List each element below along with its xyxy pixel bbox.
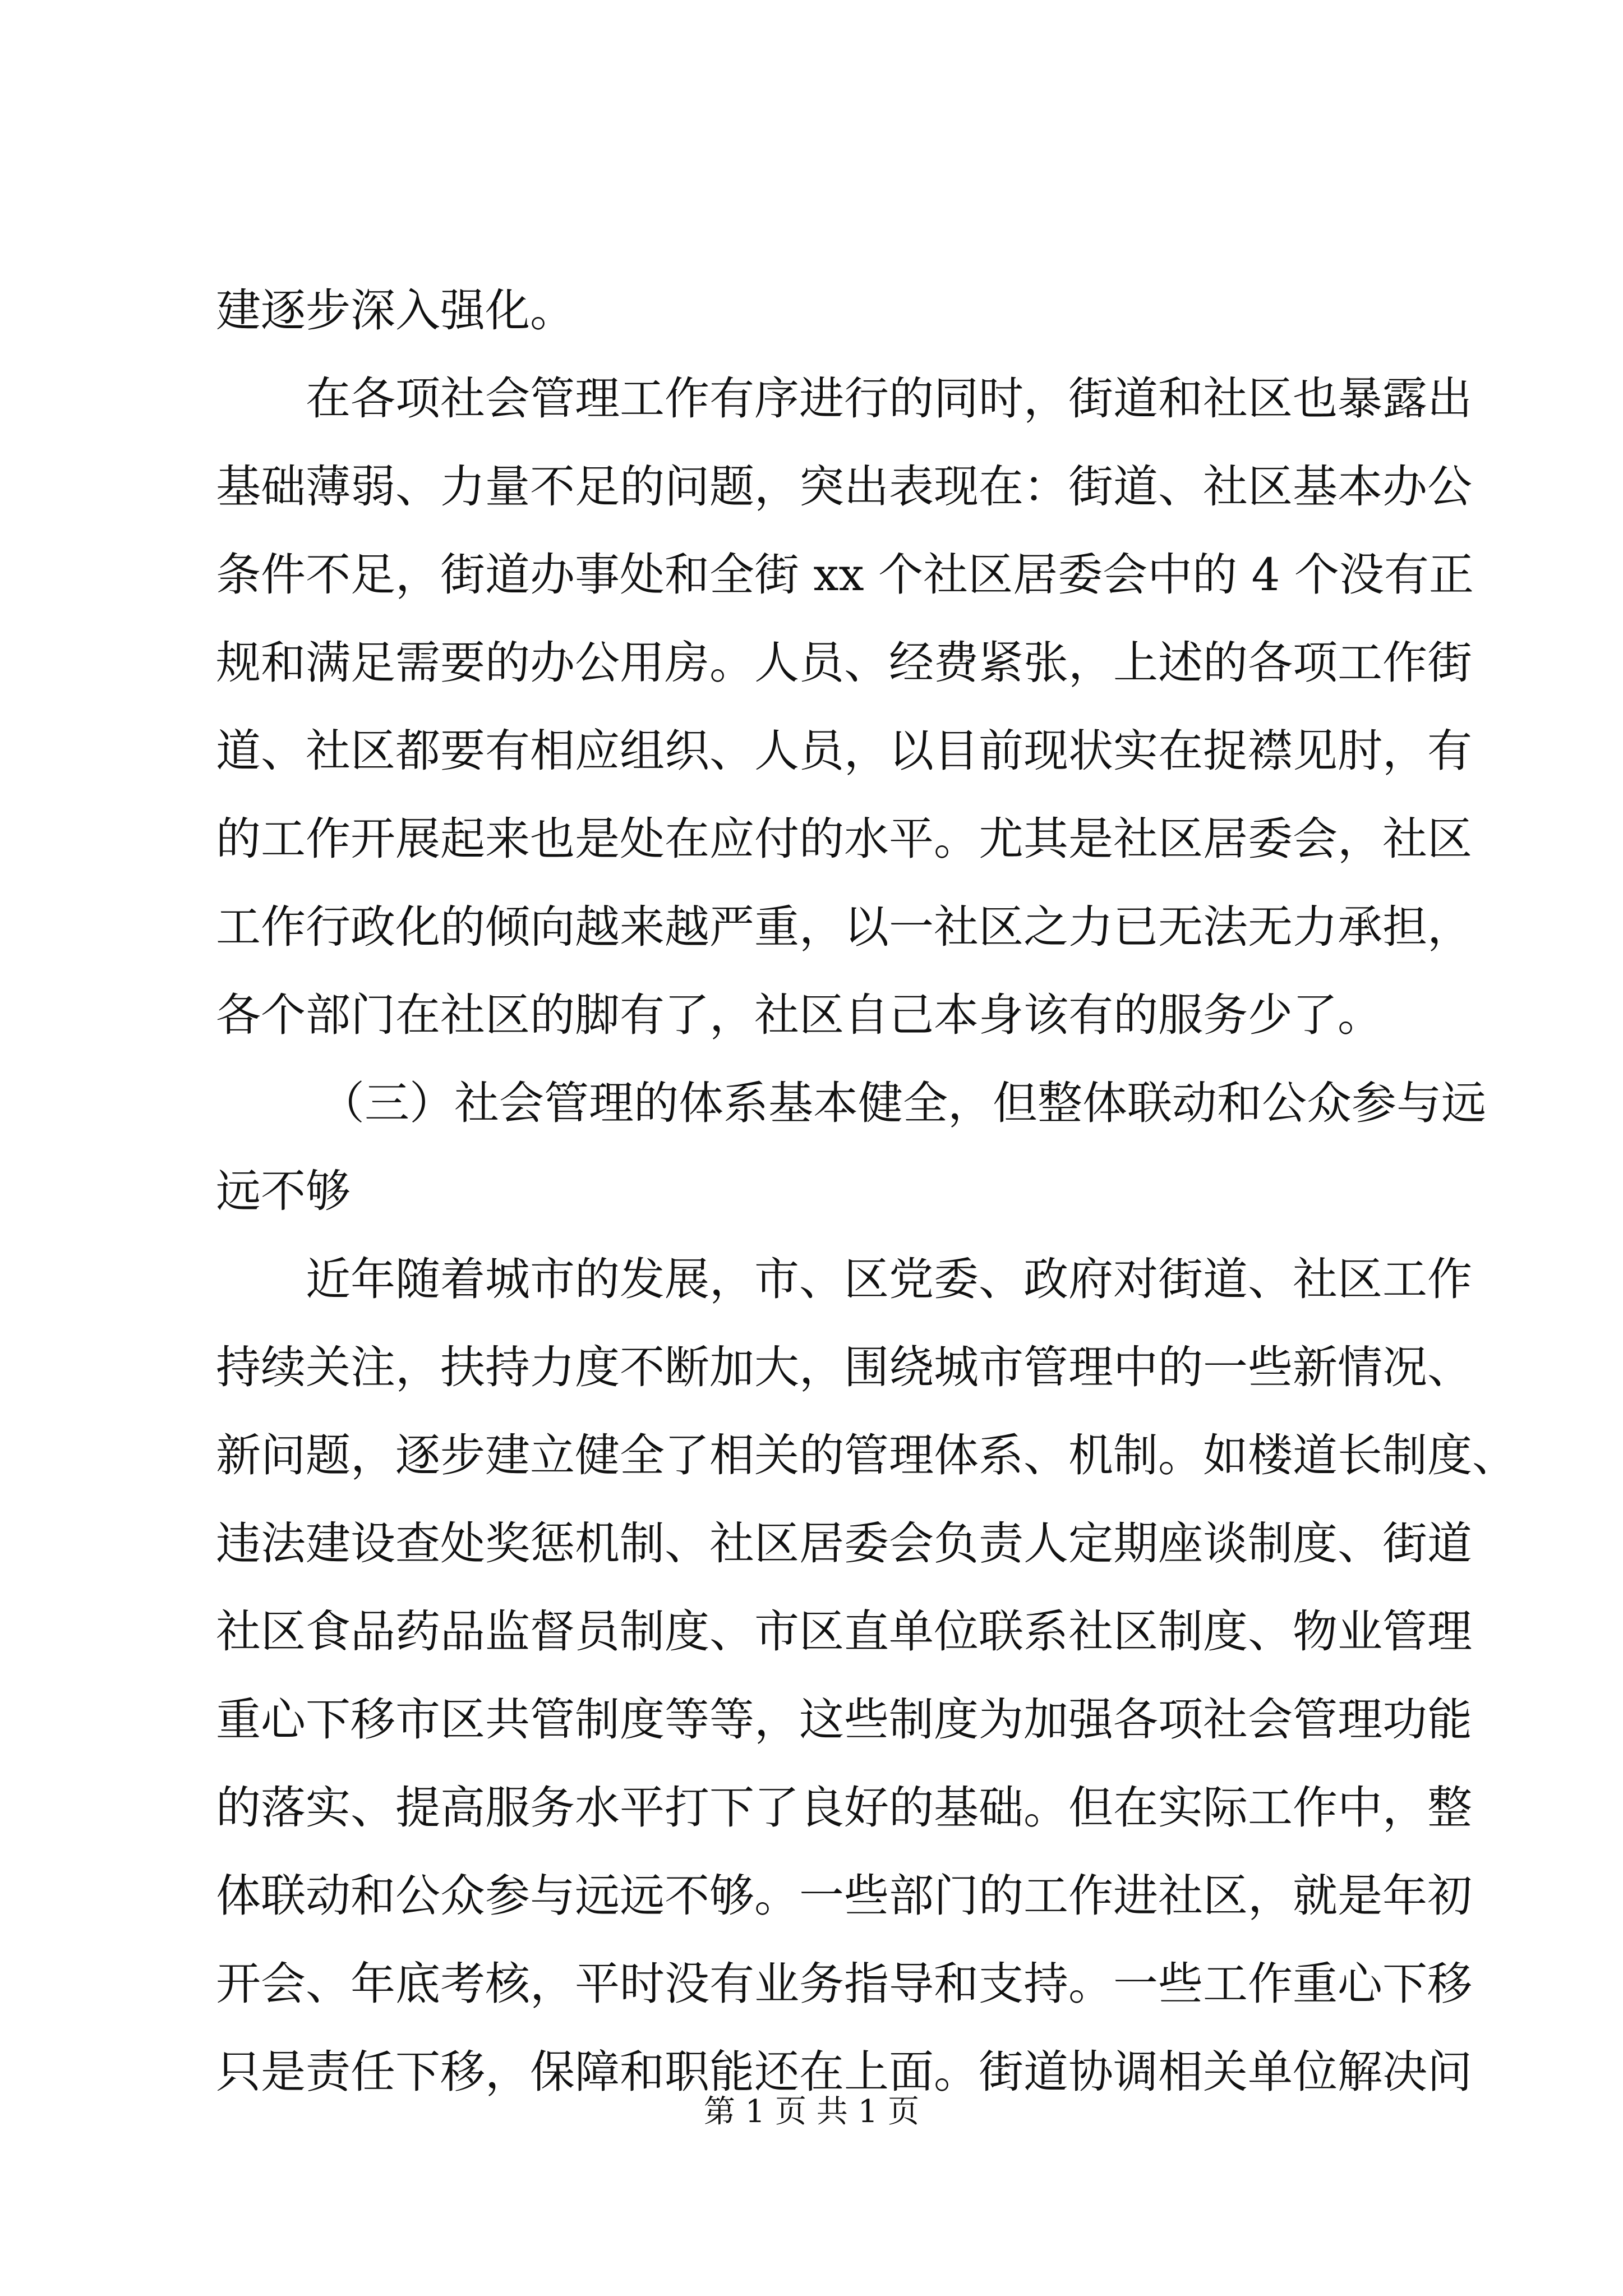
paragraph-line: 重心下移市区共管制度等等，这些制度为加强各项社会管理功能 (216, 1694, 1472, 1746)
paragraph-continuation-line: 建逐步深入强化。 (216, 284, 575, 337)
document-body (216, 266, 1517, 2116)
paragraph-line: 在各项社会管理工作有序进行的同时，街道和社区也暴露出 (306, 372, 1472, 425)
paragraph-line: 工作行政化的倾向越来越严重，以一社区之力已无法无力承担， (216, 901, 1472, 953)
paragraph-line: 体联动和公众参与远远不够。一些部门的工作进社区，就是年初 (216, 1870, 1472, 1922)
paragraph-line: 基础薄弱、力量不足的问题，突出表现在：街道、社区基本办公 (216, 461, 1472, 513)
paragraph-line: 开会、年底考核，平时没有业务指导和支持。一些工作重心下移 (216, 1958, 1472, 2010)
paragraph-line: 社区食品药品监督员制度、市区直单位联系社区制度、物业管理 (216, 1605, 1472, 1658)
paragraph-line: 道、社区都要有相应组织、人员，以目前现状实在捉襟见肘，有 (216, 725, 1472, 777)
paragraph-line: 各个部门在社区的脚有了，社区自己本身该有的服务少了。 (216, 989, 1382, 1041)
paragraph-line: 的工作开展起来也是处在应付的水平。尤其是社区居委会，社区 (216, 813, 1472, 865)
paragraph-line: 条件不足，街道办事处和全街 xx 个社区居委会中的 4 个没有正 (216, 549, 1474, 601)
paragraph-line: 持续关注，扶持力度不断加大，围绕城市管理中的一些新情况、 (216, 1341, 1472, 1393)
section-heading-line: 远不够 (216, 1165, 351, 1217)
paragraph-line: 只是责任下移，保障和职能还在上面。街道协调相关单位解决问 (216, 2046, 1472, 2098)
page-number-footer: 第 1 页 共 1 页 (703, 2093, 920, 2130)
section-heading-line: （三）社会管理的体系基本健全，但整体联动和公众参与远 (320, 1077, 1486, 1129)
paragraph-line: 违法建设查处奖惩机制、社区居委会负责人定期座谈制度、街道 (216, 1517, 1472, 1570)
paragraph-line: 新问题，逐步建立健全了相关的管理体系、机制。如楼道长制度、 (216, 1429, 1517, 1481)
paragraph-line: 的落实、提高服务水平打下了良好的基础。但在实际工作中，整 (216, 1782, 1472, 1834)
paragraph-line: 近年随着城市的发展，市、区党委、政府对街道、社区工作 (306, 1253, 1472, 1305)
paragraph-line: 规和满足需要的办公用房。人员、经费紧张，上述的各项工作街 (216, 637, 1472, 689)
